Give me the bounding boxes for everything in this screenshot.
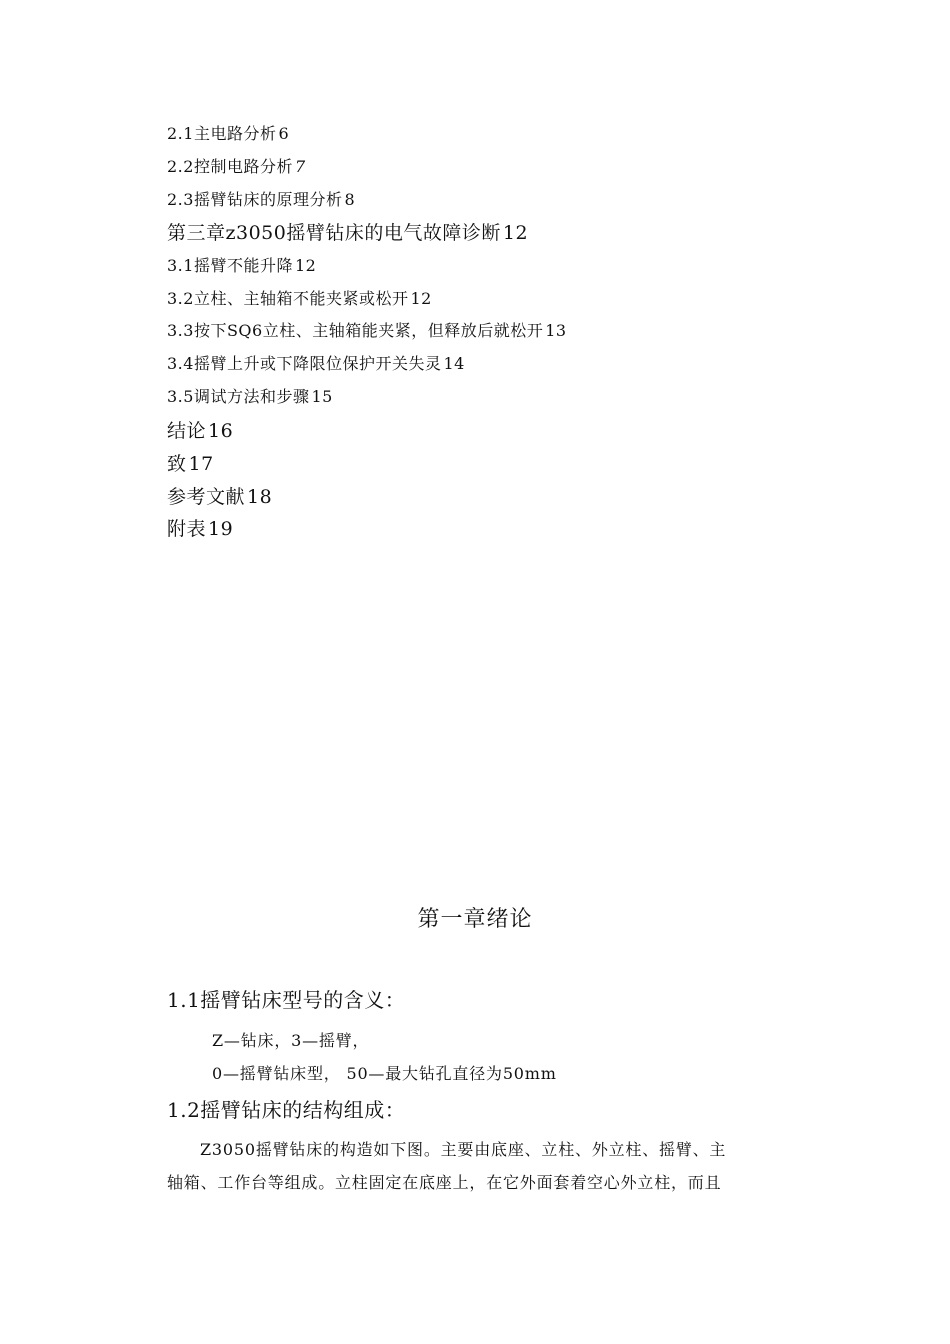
toc-entry-page: 17 xyxy=(188,453,214,475)
toc-entry[interactable] xyxy=(167,351,465,374)
toc-entry-page: 6 xyxy=(278,124,290,143)
toc-entry-title: 3.5调试方法和步骤 xyxy=(167,387,310,406)
model-meaning-line-2: 0—摇臂钻床型， 50—最大钻孔直径为50mm xyxy=(212,1064,557,1083)
toc-entry-chapter[interactable] xyxy=(167,416,233,443)
toc-entry-page: 18 xyxy=(247,486,273,508)
toc-entry-page: 8 xyxy=(344,190,356,209)
toc-entry[interactable] xyxy=(167,121,289,144)
toc-entry-page: 12 xyxy=(410,289,432,308)
chapter-title: 第一章绪论 xyxy=(417,907,533,932)
toc-entry-title: 2.1主电路分析 xyxy=(167,124,277,143)
toc-entry-page: 12 xyxy=(502,222,529,244)
toc-entry-title: 3.3按下SQ6立柱、主轴箱能夹紧，但释放后就松开 xyxy=(167,321,544,340)
toc-entry-title: 致 xyxy=(167,453,187,475)
toc-entry[interactable] xyxy=(167,286,432,309)
toc-entry-page: 12 xyxy=(294,256,317,275)
toc-entry-title: 附表 xyxy=(167,518,207,540)
toc-entry-page: 7 xyxy=(294,157,306,176)
toc-entry-title: 2.2控制电路分析 xyxy=(167,157,293,176)
toc-entry[interactable] xyxy=(167,384,333,407)
toc-entry-title: 3.2立柱、主轴箱不能夹紧或松开 xyxy=(167,289,409,308)
toc-entry-chapter[interactable] xyxy=(167,218,528,245)
section-heading-1-2: 1.2摇臂钻床的结构组成： xyxy=(167,1098,406,1122)
toc-entry-title: 3.4摇臂上升或下降限位保护开关失灵 xyxy=(167,354,442,373)
toc-entry-chapter[interactable] xyxy=(167,514,233,541)
toc-entry-chapter[interactable] xyxy=(167,449,214,476)
model-meaning-line-1: Z—钻床，3—摇臂， xyxy=(212,1031,370,1050)
structure-paragraph-line-1: Z3050摇臂钻床的构造如下图。主要由底座、立柱、外立柱、摇臂、主 xyxy=(200,1140,727,1159)
toc-entry-page: 13 xyxy=(545,321,567,340)
toc-entry-title: 结论 xyxy=(167,420,207,442)
toc-entry-chapter[interactable] xyxy=(167,482,272,509)
toc-entry[interactable] xyxy=(167,154,306,177)
structure-paragraph-line-2: 轴箱、工作台等组成。立柱固定在底座上，在它外面套着空心外立柱，而且 xyxy=(167,1173,722,1192)
toc-entry[interactable] xyxy=(167,253,316,276)
toc-entry-title: 2.3摇臂钻床的原理分析 xyxy=(167,190,343,209)
toc-entry-title: 3.1摇臂不能升降 xyxy=(167,256,293,275)
toc-entry[interactable] xyxy=(167,318,567,341)
toc-entry-title: 第三章z3050摇臂钻床的电气故障诊断 xyxy=(167,222,501,244)
toc-entry-page: 14 xyxy=(443,354,465,373)
toc-entry-title: 参考文献 xyxy=(167,486,246,508)
section-heading-1-1: 1.1摇臂钻床型号的含义： xyxy=(167,988,406,1012)
toc-entry-page: 19 xyxy=(208,518,234,540)
toc-entry-page: 15 xyxy=(311,387,333,406)
toc-entry-page: 16 xyxy=(208,420,234,442)
toc-entry[interactable] xyxy=(167,187,355,210)
